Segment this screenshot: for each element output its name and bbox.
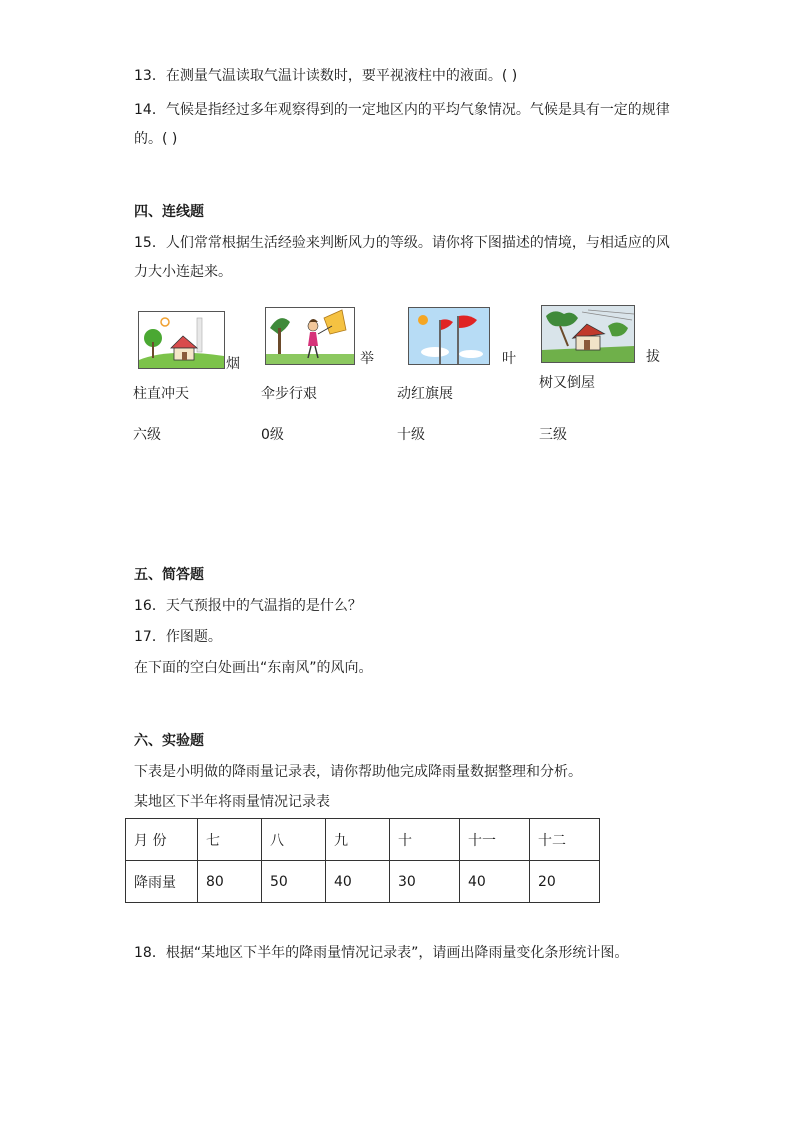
wind-level-1: 六级: [133, 427, 161, 443]
table-cell: 20: [530, 861, 600, 903]
table-header-cell: 月 份: [126, 819, 198, 861]
table-caption: 某地区下半年将雨量情况记录表: [134, 794, 330, 810]
table-cell: 降雨量: [126, 861, 198, 903]
question-15-line-1: 15．人们常常根据生活经验来判断风力的等级。请你将下图描述的情境，与相适应的风: [134, 235, 670, 251]
picture-2-caption: 伞步行艰: [261, 386, 317, 402]
table-header-cell: 七: [198, 819, 262, 861]
picture-1-caption: 柱直冲天: [133, 386, 189, 402]
table-row: [126, 861, 600, 903]
picture-3-caption: 动红旗展: [397, 386, 453, 402]
section-6-intro: 下表是小明做的降雨量记录表，请你帮助他完成降雨量数据整理和分析。: [134, 764, 582, 780]
picture-4-caption: 树又倒屋: [539, 375, 595, 391]
wind-level-3: 十级: [397, 427, 425, 443]
table-header-cell: 九: [326, 819, 390, 861]
picture-3-trail-char: 叶: [502, 351, 516, 367]
picture-1-trail-char: 烟: [226, 356, 240, 372]
table-header-cell: 八: [262, 819, 326, 861]
table-header-row: [126, 819, 600, 861]
question-14-line-1: 14．气候是指经过多年观察得到的一定地区内的平均气象情况。气候是具有一定的规律: [134, 102, 670, 118]
section-5-title: 五、简答题: [134, 567, 204, 583]
picture-2-trail-char: 举: [360, 351, 374, 367]
question-16: 16．天气预报中的气温指的是什么？: [134, 598, 362, 614]
section-6-title: 六、实验题: [134, 733, 204, 749]
question-14-line-2: 的。( ): [134, 131, 178, 147]
table-cell: 40: [326, 861, 390, 903]
table-header-cell: 十: [390, 819, 460, 861]
wind-level-2: 0级: [261, 427, 284, 443]
person-umbrella-icon: [265, 307, 355, 365]
table-header-cell: 十一: [460, 819, 530, 861]
question-17: 17．作图题。: [134, 629, 222, 645]
storm-house-icon: [541, 305, 635, 363]
picture-4-trail-char: 拔: [646, 349, 660, 365]
table-cell: 80: [198, 861, 262, 903]
house-smoke-icon: [138, 311, 225, 369]
question-15-line-2: 力大小连起来。: [134, 264, 232, 280]
question-17-instruction: 在下面的空白处画出“东南风”的风向。: [134, 660, 373, 676]
section-4-title: 四、连线题: [134, 204, 204, 220]
table-cell: 50: [262, 861, 326, 903]
question-13: 13．在测量气温读取气温计读数时，要平视液柱中的液面。( ): [134, 68, 518, 84]
wind-level-4: 三级: [539, 427, 567, 443]
table-cell: 30: [390, 861, 460, 903]
question-18: 18．根据“某地区下半年的降雨量情况记录表”，请画出降雨量变化条形统计图。: [134, 945, 629, 961]
table-header-cell: 十二: [530, 819, 600, 861]
red-flags-icon: [408, 307, 490, 365]
table-cell: 40: [460, 861, 530, 903]
rainfall-table: [125, 818, 600, 903]
